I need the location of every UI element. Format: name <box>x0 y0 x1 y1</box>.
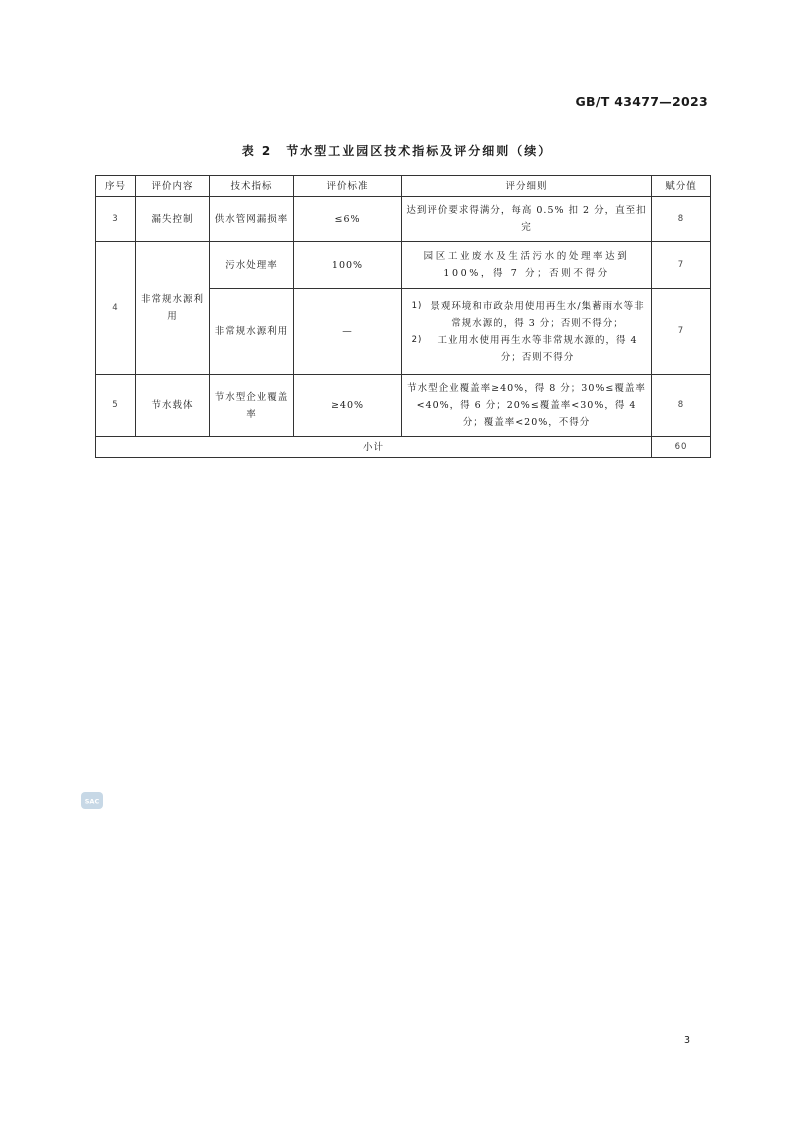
col-header-score: 赋分值 <box>652 176 711 197</box>
col-header-content: 评价内容 <box>136 176 210 197</box>
cell-score: 7 <box>652 289 711 375</box>
standard-number: GB/T 43477—2023 <box>575 94 708 109</box>
cell-score: 7 <box>652 242 711 289</box>
cell-no: 4 <box>96 242 136 375</box>
cell-indicator: 污水处理率 <box>210 242 294 289</box>
cell-score: 8 <box>652 197 711 242</box>
cell-score: 8 <box>652 375 711 437</box>
detail-item-marker: 2) <box>411 334 423 345</box>
watermark-text: SAC <box>84 797 100 806</box>
cell-content: 非常规水源利用 <box>136 242 210 375</box>
table-row <box>96 197 711 242</box>
col-header-indicator: 技术指标 <box>210 176 294 197</box>
cell-standard: 100% <box>294 242 402 289</box>
subtotal-row <box>96 437 711 458</box>
evaluation-table <box>95 175 711 458</box>
cell-detail: 达到评价要求得满分，每高 0.5% 扣 2 分，直至扣完 <box>402 197 652 242</box>
table-row <box>96 242 711 289</box>
col-header-detail: 评分细则 <box>402 176 652 197</box>
cell-no: 5 <box>96 375 136 437</box>
subtotal-value: 60 <box>652 437 711 458</box>
cell-content: 节水载体 <box>136 375 210 437</box>
table-title: 表 2 节水型工业园区技术指标及评分细则（续） <box>241 144 553 158</box>
detail-item <box>406 298 647 332</box>
cell-no: 3 <box>96 197 136 242</box>
col-header-standard: 评价标准 <box>294 176 402 197</box>
detail-item-marker: 1) <box>411 300 423 311</box>
page-number: 3 <box>684 1035 691 1046</box>
cell-content: 漏失控制 <box>136 197 210 242</box>
detail-item-text: 景观环境和市政杂用使用再生水/集蓄雨水等非常规水源的，得 3 分；否则不得分； <box>430 300 645 329</box>
cell-indicator: 供水管网漏损率 <box>210 197 294 242</box>
table-row <box>96 375 711 437</box>
cell-indicator: 非常规水源利用 <box>210 289 294 375</box>
cell-standard: ≤6% <box>294 197 402 242</box>
cell-standard: ≥40% <box>294 375 402 437</box>
cell-detail: 园区工业废水及生活污水的处理率达到 100%，得 7 分；否则不得分 <box>402 242 652 289</box>
table-header-row <box>96 176 711 197</box>
subtotal-label: 小计 <box>96 437 652 458</box>
detail-item <box>406 332 647 366</box>
sac-watermark-logo <box>80 791 104 810</box>
detail-item-text: 工业用水使用再生水等非常规水源的，得 4 分；否则不得分 <box>437 334 638 363</box>
cell-detail: 节水型企业覆盖率≥40%，得 8 分；30%≤覆盖率<40%，得 6 分；20%≤覆盖率<30%，得 4 分；覆盖率<20%，不得分 <box>402 375 652 437</box>
cell-indicator: 节水型企业覆盖率 <box>210 375 294 437</box>
cell-detail-list <box>402 289 652 375</box>
cell-standard: — <box>294 289 402 375</box>
col-header-no: 序号 <box>96 176 136 197</box>
